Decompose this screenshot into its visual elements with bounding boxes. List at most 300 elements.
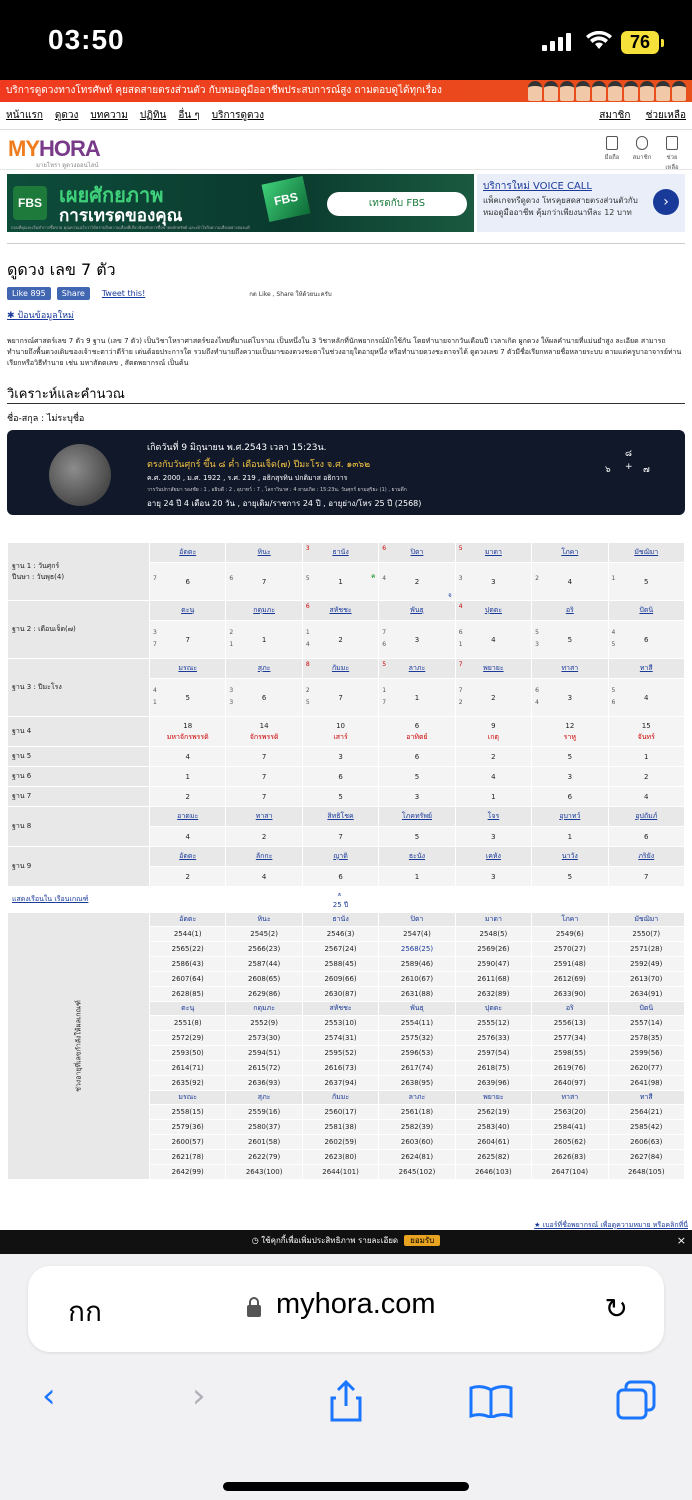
footer-note-link[interactable]: ★ เบอร์ที่ชื่อพยากรณ์ เพื่อดูความหมาย หรือคลิกที่นี่ bbox=[534, 1221, 688, 1229]
clock-icon: ◷ bbox=[251, 1236, 262, 1245]
value-cell: 4 bbox=[455, 767, 531, 787]
value-cell: 6 bbox=[532, 787, 608, 807]
age-cell: 2584(41) bbox=[532, 1120, 608, 1135]
cookie-bar bbox=[0, 1230, 692, 1254]
value-cell: 2 4 bbox=[532, 563, 608, 601]
column-header[interactable]: ทาสี bbox=[608, 659, 684, 679]
facebook-share-button[interactable]: Share bbox=[57, 287, 90, 300]
age-cell: 2634(91) bbox=[608, 987, 684, 1002]
age-cell: 2611(68) bbox=[455, 972, 531, 987]
forward-icon[interactable]: › bbox=[192, 1376, 206, 1416]
column-header[interactable]: สิทธิโชค bbox=[302, 807, 378, 827]
era-info: ค.ศ. 2000 , ม.ศ. 1922 , ร.ศ. 219 , อธิกสุรทิน ปกติมาส อธิกวาร bbox=[147, 474, 348, 482]
value-cell: 6 bbox=[302, 767, 378, 787]
age-cell: 2580(37) bbox=[226, 1120, 302, 1135]
voice-call-text: แพ็คเกจทรีดูดวง โทรคุยสดสายตรงส่วนตัวกับ หมอดูมืออาชีพ คุ้มกว่าเพียงนาทีละ 12 บาท bbox=[483, 196, 638, 217]
age-cell: 2545(2) bbox=[226, 927, 302, 942]
column-header: สุภะ bbox=[226, 1091, 302, 1105]
age-cell: 2646(103) bbox=[455, 1165, 531, 1180]
nav-articles[interactable]: บทความ bbox=[90, 110, 128, 121]
age-cell: 2558(15) bbox=[150, 1105, 226, 1120]
age-link-row bbox=[8, 887, 685, 913]
value-cell: 4 5 6 bbox=[608, 621, 684, 659]
voice-call-title[interactable]: บริการใหม่ VOICE CALL bbox=[483, 181, 592, 192]
column-header: ตะนุ bbox=[150, 1002, 226, 1016]
value-cell: 5 bbox=[302, 787, 378, 807]
nav-right bbox=[587, 108, 686, 123]
ad-headline-2: การเทรดของคุณ bbox=[59, 206, 183, 226]
column-header[interactable]: 7 พยายะ bbox=[455, 659, 531, 679]
age-cell: 2589(46) bbox=[379, 957, 455, 972]
column-header[interactable]: อัตตะ bbox=[150, 847, 226, 867]
base-9-label: ฐาน 9 bbox=[8, 847, 150, 887]
column-header: มาตา bbox=[455, 913, 531, 927]
value-cell: 6 1 4 bbox=[455, 621, 531, 659]
value-cell: 2 1 1 bbox=[226, 621, 302, 659]
age-cell: 2605(62) bbox=[532, 1135, 608, 1150]
column-header: กัมมะ bbox=[302, 1091, 378, 1105]
cookie-accept-button[interactable]: ยอมรับ bbox=[404, 1235, 440, 1246]
column-header: ปุตตะ bbox=[455, 1002, 531, 1016]
value-cell: 3 bbox=[379, 787, 455, 807]
value-cell: 3 3 bbox=[455, 563, 531, 601]
column-header[interactable]: กดุมภะ bbox=[226, 601, 302, 621]
age-cell: 2576(33) bbox=[455, 1031, 531, 1046]
value-cell: 4 bbox=[150, 827, 226, 847]
value-cell: 6 อาทิตย์ bbox=[379, 717, 455, 747]
age-cell: 2565(22) bbox=[150, 942, 226, 957]
age-cell: 2549(6) bbox=[532, 927, 608, 942]
column-header[interactable]: 4 ปุตตะ bbox=[455, 601, 531, 621]
column-header[interactable]: อริ bbox=[532, 601, 608, 621]
seven-numbers-table bbox=[7, 542, 685, 1180]
lunar-numbers: ๘ ๖ + ๗ bbox=[605, 449, 650, 475]
value-cell: 6 bbox=[379, 747, 455, 767]
value-cell: 1 bbox=[608, 747, 684, 767]
age-cell: 2640(97) bbox=[532, 1076, 608, 1091]
column-header: พันธุ bbox=[379, 1002, 455, 1016]
base-5-label: ฐาน 5 bbox=[8, 747, 150, 767]
age-cell: 2601(58) bbox=[226, 1135, 302, 1150]
base-5-row bbox=[8, 747, 685, 767]
value-cell: 14 จักรพรรดิ bbox=[226, 717, 302, 747]
age-cell: 2639(96) bbox=[455, 1076, 531, 1091]
column-header[interactable]: อัตตะ bbox=[150, 543, 226, 563]
value-cell: 3 bbox=[532, 767, 608, 787]
age-cell: 2624(81) bbox=[379, 1150, 455, 1165]
age-cell: 2577(34) bbox=[532, 1031, 608, 1046]
base-7-row bbox=[8, 787, 685, 807]
browser-buttons bbox=[0, 1376, 692, 1422]
age-cell: 2648(105) bbox=[608, 1165, 684, 1180]
age-cell: 2559(16) bbox=[226, 1105, 302, 1120]
fbs-ad[interactable] bbox=[7, 174, 474, 232]
age-cell: 2627(84) bbox=[608, 1150, 684, 1165]
bookmarks-icon[interactable] bbox=[468, 1384, 514, 1418]
value-cell: 3 bbox=[302, 747, 378, 767]
column-header[interactable]: โจร bbox=[455, 807, 531, 827]
nav-help[interactable]: ช่วยเหลือ bbox=[645, 110, 686, 121]
base-2-header bbox=[8, 601, 685, 621]
age-cell: 2629(86) bbox=[226, 987, 302, 1002]
value-cell: 1 7 1 bbox=[379, 679, 455, 717]
birth-info-banner bbox=[7, 430, 685, 515]
value-cell: 15 จันทร์ bbox=[608, 717, 684, 747]
value-cell: 5 6 4 bbox=[608, 679, 684, 717]
age-cell: 2626(83) bbox=[532, 1150, 608, 1165]
cookie-text: ใช้คุกกี้เพื่อเพิ่มประสิทธิภาพ รายละเอียด bbox=[261, 1236, 399, 1245]
column-header: ปิตา bbox=[379, 913, 455, 927]
column-header: อัตตะ bbox=[150, 913, 226, 927]
column-header[interactable]: ภริยัง bbox=[608, 847, 684, 867]
signal-icon bbox=[542, 33, 571, 51]
arrow-right-icon[interactable]: › bbox=[653, 189, 679, 215]
nav-calendar[interactable]: ปฏิทิน bbox=[139, 110, 167, 121]
base-7-label: ฐาน 7 bbox=[8, 787, 150, 807]
base-6-label: ฐาน 6 bbox=[8, 767, 150, 787]
age-cell: 2555(12) bbox=[455, 1016, 531, 1031]
age-cell: 2562(19) bbox=[455, 1105, 531, 1120]
column-header[interactable]: อุบาทว์ bbox=[532, 807, 608, 827]
value-cell: 2 bbox=[150, 867, 226, 887]
age-cell: 2571(28) bbox=[608, 942, 684, 957]
url-host: myhora.com bbox=[276, 1288, 436, 1320]
age-cell: 2554(11) bbox=[379, 1016, 455, 1031]
value-cell: 4 bbox=[150, 747, 226, 767]
value-cell: 7 bbox=[226, 767, 302, 787]
age-cell: 2569(26) bbox=[455, 942, 531, 957]
close-icon[interactable]: × bbox=[676, 1234, 686, 1247]
value-cell: 7 6 bbox=[150, 563, 226, 601]
column-header[interactable]: 5 ลาภะ bbox=[379, 659, 455, 679]
value-cell: 7 bbox=[302, 827, 378, 847]
age-cell: 2557(14) bbox=[608, 1016, 684, 1031]
battery-icon: 76 bbox=[621, 31, 659, 54]
column-header[interactable]: ธะนัง bbox=[379, 847, 455, 867]
value-cell: 2 bbox=[608, 767, 684, 787]
column-header: อริ bbox=[532, 1002, 608, 1016]
age-cell: 2614(71) bbox=[150, 1061, 226, 1076]
weekday-info: วารวันปกาสัยมา รองชัย : 1 , อธิบดี : 2 , อุบาทว์ : 7 , โลกาวินาศ : 4 ยามเกิด : 15:23น. วันศุกร์ ยามสุริยะ (1) , ยามดึก bbox=[147, 487, 407, 493]
age-cell: 2563(20) bbox=[532, 1105, 608, 1120]
back-icon[interactable]: ‹ bbox=[42, 1376, 56, 1416]
age-cell: 2579(36) bbox=[150, 1120, 226, 1135]
age-cell: 2619(76) bbox=[532, 1061, 608, 1076]
value-cell: 6 bbox=[608, 827, 684, 847]
fbs-cube-image: FBS bbox=[262, 176, 311, 222]
nav-other[interactable]: อื่น ๆ bbox=[178, 110, 200, 121]
fbs-logo: FBS bbox=[13, 186, 47, 220]
column-header: สหัชชะ bbox=[302, 1002, 378, 1016]
top-nav bbox=[0, 102, 692, 130]
column-header: ธานัง bbox=[302, 913, 378, 927]
age-cell: 2610(67) bbox=[379, 972, 455, 987]
help-icon[interactable]: ช่วยเหลือ bbox=[662, 136, 682, 172]
age-cell: 2621(78) bbox=[150, 1150, 226, 1165]
voice-call-ad[interactable] bbox=[477, 174, 685, 232]
age-cell: 2644(101) bbox=[302, 1165, 378, 1180]
status-bar bbox=[0, 0, 692, 80]
column-header[interactable]: 6 ปิตา bbox=[379, 543, 455, 563]
age-cell: 2546(3) bbox=[302, 927, 378, 942]
base-3-header bbox=[8, 659, 685, 679]
age-cell: 2597(54) bbox=[455, 1046, 531, 1061]
column-header[interactable]: มรณะ bbox=[150, 659, 226, 679]
value-cell: 3 bbox=[455, 827, 531, 847]
base-1-header bbox=[8, 543, 685, 563]
age-cell: 2591(48) bbox=[532, 957, 608, 972]
column-header[interactable]: 3 ธานัง bbox=[302, 543, 378, 563]
age-cell: 2547(4) bbox=[379, 927, 455, 942]
age-cell: 2595(52) bbox=[302, 1046, 378, 1061]
moon-image bbox=[49, 444, 111, 506]
value-cell: 1 bbox=[379, 867, 455, 887]
age-cell: 2582(39) bbox=[379, 1120, 455, 1135]
age-grid-header bbox=[8, 913, 685, 927]
age-cell: 2544(1) bbox=[150, 927, 226, 942]
age-cell: 2642(99) bbox=[150, 1165, 226, 1180]
age-cell: 2586(43) bbox=[150, 957, 226, 972]
column-header[interactable]: หินะ bbox=[226, 543, 302, 563]
age-cell: 2633(90) bbox=[532, 987, 608, 1002]
age-cell: 2612(69) bbox=[532, 972, 608, 987]
column-header[interactable]: ญาติ bbox=[302, 847, 378, 867]
column-header[interactable]: 6 สหัชชะ bbox=[302, 601, 378, 621]
age-cell: 2643(100) bbox=[226, 1165, 302, 1180]
base-9-header bbox=[8, 847, 685, 867]
age-cell: 2552(9) bbox=[226, 1016, 302, 1031]
ad-headline-1: เผยศักยภาพ bbox=[59, 183, 164, 207]
column-header[interactable]: ลักกะ bbox=[226, 847, 302, 867]
age-cell: 2566(23) bbox=[226, 942, 302, 957]
person-name: ชื่อ-สกุล : ไม่ระบุชื่อ bbox=[7, 414, 85, 424]
value-cell: 6 4 3 bbox=[532, 679, 608, 717]
column-header: มรณะ bbox=[150, 1091, 226, 1105]
age-cell: 2637(94) bbox=[302, 1076, 378, 1091]
user-icon[interactable]: สมาชิก bbox=[632, 136, 652, 172]
age-cell: 2606(63) bbox=[608, 1135, 684, 1150]
share-bar bbox=[7, 287, 332, 300]
column-header[interactable]: 8 กัมมะ bbox=[302, 659, 378, 679]
lock-icon bbox=[246, 1297, 262, 1317]
value-cell: 5 bbox=[532, 747, 608, 767]
age-cell: 2603(60) bbox=[379, 1135, 455, 1150]
age-cell: 2564(21) bbox=[608, 1105, 684, 1120]
value-cell: 1 bbox=[150, 767, 226, 787]
value-cell: 4 bbox=[226, 867, 302, 887]
ad-cta-button[interactable]: เทรดกับ FBS bbox=[327, 192, 467, 216]
column-header[interactable]: ทาสา bbox=[226, 807, 302, 827]
age-cell: 2598(55) bbox=[532, 1046, 608, 1061]
web-page bbox=[0, 80, 692, 1230]
age-cell: 2551(8) bbox=[150, 1016, 226, 1031]
age-cell: 2596(53) bbox=[379, 1046, 455, 1061]
column-header[interactable]: โภคา bbox=[532, 543, 608, 563]
value-cell: 5 bbox=[532, 867, 608, 887]
nav-horoscope[interactable]: ดูดวง bbox=[54, 110, 79, 121]
column-header[interactable]: ตะนุ bbox=[150, 601, 226, 621]
value-cell: 5 3 5 bbox=[532, 621, 608, 659]
value-cell: 4 1 5 bbox=[150, 679, 226, 717]
mobile-icon[interactable]: มือถือ bbox=[602, 136, 622, 172]
age-cell: 2608(65) bbox=[226, 972, 302, 987]
clock: 03:50 bbox=[48, 24, 125, 55]
age-cell: 2631(88) bbox=[379, 987, 455, 1002]
age-cell: 2556(13) bbox=[532, 1016, 608, 1031]
value-cell: 9 เกตุ bbox=[455, 717, 531, 747]
column-header[interactable]: นาวัง bbox=[532, 847, 608, 867]
text-size-button[interactable]: กก bbox=[68, 1296, 102, 1327]
nav-home[interactable]: หน้าแรก bbox=[6, 110, 43, 121]
column-header[interactable]: อุปถัมภ์ bbox=[608, 807, 684, 827]
age-cell: 2602(59) bbox=[302, 1135, 378, 1150]
column-header[interactable]: โภคทรัพย์ bbox=[379, 807, 455, 827]
base-2-label: ฐาน 2 : เดือนเจ็ด(๗) bbox=[8, 601, 150, 659]
age-cell: 2641(98) bbox=[608, 1076, 684, 1091]
value-cell: 7 6 3 bbox=[379, 621, 455, 659]
age-cell: 2620(77) bbox=[608, 1061, 684, 1076]
promo-text: บริการดูดวงทางโทรศัพท์ คุยสดสายตรงส่วนตัว กับหมอดูมืออาชีพประสบการณ์สูง ถามตอบดูได้ทุกเรื่อง bbox=[6, 85, 442, 96]
age-cell: 2592(49) bbox=[608, 957, 684, 972]
age-cell: 2573(30) bbox=[226, 1031, 302, 1046]
age-cell: 2553(10) bbox=[302, 1016, 378, 1031]
base-4-row bbox=[8, 717, 685, 747]
header-icons bbox=[602, 136, 682, 172]
tabs-icon[interactable] bbox=[616, 1380, 656, 1420]
myhora-logo[interactable]: MYHORA มายโหรา ดูดวงออนไลน์ bbox=[8, 136, 100, 169]
base-6-row bbox=[8, 767, 685, 787]
age-period-label: ช่วงอายุที่เลขกำลังให้ผลเกณฑ์ bbox=[8, 913, 150, 1180]
age-cell: 2574(31) bbox=[302, 1031, 378, 1046]
age-cell: 2572(29) bbox=[150, 1031, 226, 1046]
value-cell: 1 bbox=[455, 787, 531, 807]
age-cell: 2567(24) bbox=[302, 942, 378, 957]
promo-people-image bbox=[528, 81, 686, 101]
age-cell: 2578(35) bbox=[608, 1031, 684, 1046]
house-link[interactable]: แสดงเรือนใน เรือนเกณฑ์ bbox=[8, 887, 303, 913]
base-8-header bbox=[8, 807, 685, 827]
header bbox=[0, 130, 692, 170]
column-header: ลาภะ bbox=[379, 1091, 455, 1105]
age-cell: 2593(50) bbox=[150, 1046, 226, 1061]
value-cell: 7 bbox=[226, 747, 302, 767]
share-icon[interactable] bbox=[328, 1380, 364, 1422]
age-cell: 2590(47) bbox=[455, 957, 531, 972]
value-cell: 3 7 7 bbox=[150, 621, 226, 659]
age-cell: 2583(40) bbox=[455, 1120, 531, 1135]
value-cell: 4 2 จ bbox=[379, 563, 455, 601]
value-cell: 3 3 6 bbox=[226, 679, 302, 717]
age-cell: 2617(74) bbox=[379, 1061, 455, 1076]
description: พยากรณ์ศาสตร์เลข 7 ตัว 9 ฐาน (เลข 7 ตัว) เป็นวิชาโหราศาสตร์ของไทยที่มาแต่โบราณ เป็นหนึ่งใน 3 วิชาหลักที่นักพยากรณ์มักใช้กัน โดยทำนายจากวันเดือนปี เวลาเกิด ผูกดวง ให้ผลคำนายที่แม่นยำสูง ละเอียด สามารถทำนายถึงพื้นดวงเดิมของเจ้าชะตาว่าดีร้าย เด่นด้อยประการใด รวมถึงทำนายถึงความเป็นมาของดวงชะตาในช่วงอายุใดอายุหนึ่ง หรือทำนายดวงชะตาจรได้ ดูดวงเลข 7 ตัวมีชื่อเรียกหลายชื่อหลายระบบ ตามแต่ครูบาอาจารย์ท่านเรียกหรือวิธีทำนาย เช่น มหาสัตตเลข , สัตตพยากรณ์ เป็นต้น bbox=[7, 337, 682, 367]
ad-area bbox=[7, 174, 685, 232]
value-cell: 1 5 bbox=[608, 563, 684, 601]
value-cell: 2 bbox=[150, 787, 226, 807]
value-cell: 6 bbox=[302, 867, 378, 887]
age-cell: 2568(25) bbox=[379, 942, 455, 957]
age-cell: 2604(61) bbox=[455, 1135, 531, 1150]
base-4-label: ฐาน 4 bbox=[8, 717, 150, 747]
value-cell: 7 bbox=[608, 867, 684, 887]
base-3-label: ฐาน 3 : ปีมะโรง bbox=[8, 659, 150, 717]
age-cell: 2618(75) bbox=[455, 1061, 531, 1076]
age-cell: 2623(80) bbox=[302, 1150, 378, 1165]
column-header[interactable]: เคหัง bbox=[455, 847, 531, 867]
value-cell: 12 ราหู bbox=[532, 717, 608, 747]
value-cell: 7 bbox=[226, 787, 302, 807]
column-header: ทาสา bbox=[532, 1091, 608, 1105]
age-cell: 2587(44) bbox=[226, 957, 302, 972]
age-cell: 2638(95) bbox=[379, 1076, 455, 1091]
column-header[interactable]: ปัตนิ bbox=[608, 601, 684, 621]
value-cell: 1 4 2 bbox=[302, 621, 378, 659]
age-cell: 2615(72) bbox=[226, 1061, 302, 1076]
value-cell: 18 มหาจักรพรรดิ bbox=[150, 717, 226, 747]
tweet-link[interactable]: Tweet this! bbox=[101, 289, 146, 298]
age-info: อายุ 24 ปี 4 เดือน 20 วัน , อายุเดิม/ราชการ 24 ปี , อายุย่าง/โหร 25 ปี (2568) bbox=[147, 499, 422, 508]
column-header: หินะ bbox=[226, 913, 302, 927]
column-header: พยายะ bbox=[455, 1091, 531, 1105]
column-header[interactable]: 5 มาตา bbox=[455, 543, 531, 563]
column-header[interactable]: สุภะ bbox=[226, 659, 302, 679]
age-cell: 2628(85) bbox=[150, 987, 226, 1002]
new-input-link[interactable]: ✱ ป้อนข้อมูลใหม่ bbox=[7, 311, 74, 321]
column-header: กดุมภะ bbox=[226, 1002, 302, 1016]
age-cell: 2622(79) bbox=[226, 1150, 302, 1165]
home-indicator bbox=[223, 1482, 469, 1491]
age-cell: 2548(5) bbox=[455, 927, 531, 942]
age-cell: 2645(102) bbox=[379, 1165, 455, 1180]
address-bar[interactable] bbox=[28, 1266, 664, 1352]
browser-toolbar bbox=[0, 1254, 692, 1500]
age-cell: 2550(7) bbox=[608, 927, 684, 942]
age-cell: 2588(45) bbox=[302, 957, 378, 972]
age-cell: 2585(42) bbox=[608, 1120, 684, 1135]
column-header: มัชฌิมา bbox=[608, 913, 684, 927]
age-cell: 2630(87) bbox=[302, 987, 378, 1002]
age-cell: 2581(38) bbox=[302, 1120, 378, 1135]
thai-date: ตรงกับวันศุกร์ ขึ้น ๘ ค่ำ เดือนเจ็ด(๗) ปีมะโรง จ.ศ. ๑๓๖๒ bbox=[147, 460, 371, 470]
facebook-like-button[interactable]: Like 895 bbox=[7, 287, 51, 300]
age-cell: 2616(73) bbox=[302, 1061, 378, 1076]
nav-services[interactable]: บริการดูดวง bbox=[211, 110, 265, 121]
value-cell: 7 2 2 bbox=[455, 679, 531, 717]
column-header[interactable]: ทาสา bbox=[532, 659, 608, 679]
value-cell: 2 bbox=[455, 747, 531, 767]
value-cell: 2 5 7 bbox=[302, 679, 378, 717]
age-cell: 2600(57) bbox=[150, 1135, 226, 1150]
age-cell: 2599(56) bbox=[608, 1046, 684, 1061]
page-title: ดูดวง เลข 7 ตัว bbox=[7, 260, 116, 279]
value-cell: 6 7 bbox=[226, 563, 302, 601]
nav-member[interactable]: สมาชิก bbox=[599, 110, 631, 121]
base-1-label: ฐาน 1 : วันศุกร์ ปีนษา : วันพุธ(4) bbox=[8, 543, 150, 601]
value-cell: 5 1 ค bbox=[302, 563, 378, 601]
age-cell: 2647(104) bbox=[532, 1165, 608, 1180]
age-cell: 2575(32) bbox=[379, 1031, 455, 1046]
column-header[interactable]: อาตมะ bbox=[150, 807, 226, 827]
age-cell: 2560(17) bbox=[302, 1105, 378, 1120]
column-header[interactable]: มัชฌิมา bbox=[608, 543, 684, 563]
age-cell: 2570(27) bbox=[532, 942, 608, 957]
value-cell: 5 bbox=[379, 827, 455, 847]
age-cell: 2609(66) bbox=[302, 972, 378, 987]
age-toggle[interactable]: » 25 ปี bbox=[302, 887, 378, 913]
column-header[interactable]: พันธุ bbox=[379, 601, 455, 621]
column-header: โภคา bbox=[532, 913, 608, 927]
promo-banner[interactable] bbox=[0, 80, 692, 102]
reload-icon[interactable]: ↻ bbox=[604, 1292, 628, 1325]
